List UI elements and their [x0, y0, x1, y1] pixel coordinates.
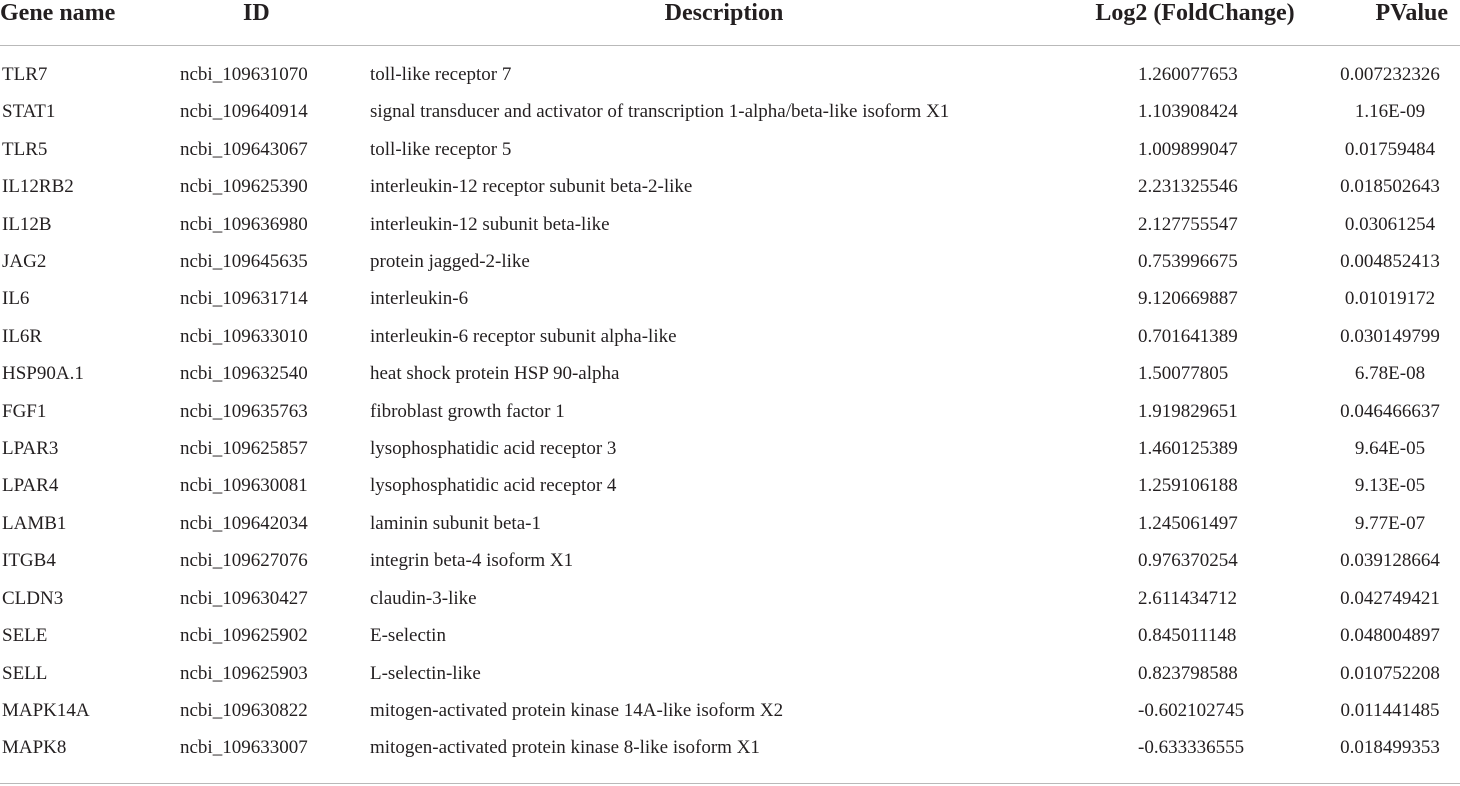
cell-pvalue: 0.007232326 [1340, 64, 1440, 85]
cell-gene-name: JAG2 [2, 251, 47, 273]
cell-id: ncbi_109633010 [180, 325, 308, 347]
table-header [0, 0, 1460, 45]
cell-description: interleukin-6 [370, 288, 469, 310]
cell-pvalue: 0.010752208 [1340, 662, 1440, 684]
cell-description: signal transducer and activator of transcription 1-alpha/beta-like isoform X1 [370, 101, 950, 123]
cell-description: interleukin-12 receptor subunit beta-2-like [370, 176, 693, 198]
cell-description: lysophosphatidic acid receptor 3 [370, 438, 617, 460]
cell-log2-foldchange: 1.245061497 [1138, 512, 1238, 534]
cell-description: mitogen-activated protein kinase 14A-like isoform X2 [370, 699, 784, 721]
cell-id: ncbi_109625857 [180, 438, 308, 460]
cell-id: ncbi_109642034 [180, 512, 308, 534]
cell-pvalue: 0.01019172 [1344, 288, 1436, 310]
cell-description: laminin subunit beta-1 [370, 512, 541, 534]
table-row [0, 131, 1460, 168]
cell-gene-name: TLR7 [2, 64, 48, 85]
cell-pvalue: 0.048004897 [1340, 625, 1440, 647]
table-row [0, 243, 1460, 280]
cell-gene-name: STAT1 [2, 101, 56, 123]
cell-pvalue: 0.030149799 [1340, 325, 1440, 347]
cell-pvalue: 0.004852413 [1340, 251, 1440, 273]
header-rule [0, 45, 1460, 46]
table-row [0, 206, 1460, 243]
cell-description: E-selectin [370, 625, 446, 647]
cell-log2-foldchange: 0.845011148 [1138, 625, 1237, 647]
header-gene-name: Gene name [0, 0, 116, 26]
cell-description: claudin-3-like [370, 587, 477, 609]
table-row [0, 93, 1460, 130]
table-row [0, 729, 1460, 766]
cell-log2-foldchange: 9.120669887 [1138, 288, 1238, 310]
cell-gene-name: MAPK8 [2, 737, 67, 759]
table-row [0, 45, 1460, 93]
cell-id: ncbi_109631714 [180, 288, 308, 310]
cell-log2-foldchange: 1.103908424 [1138, 101, 1238, 123]
cell-id: ncbi_109625390 [180, 176, 308, 198]
cell-log2-foldchange: 1.50077805 [1138, 363, 1229, 385]
cell-id: ncbi_109630081 [180, 475, 308, 497]
header-description: Description [664, 0, 784, 26]
cell-id: ncbi_109625902 [180, 625, 308, 647]
cell-log2-foldchange: -0.602102745 [1138, 699, 1245, 721]
table-row [0, 168, 1460, 205]
cell-pvalue: 9.77E-07 [1354, 512, 1426, 534]
cell-log2-foldchange: 0.701641389 [1138, 325, 1238, 347]
cell-id: ncbi_109643067 [180, 138, 308, 160]
table-row [0, 542, 1460, 579]
cell-description: L-selectin-like [370, 662, 481, 684]
cell-description: lysophosphatidic acid receptor 4 [370, 475, 617, 497]
cell-gene-name: IL6R [2, 325, 43, 347]
cell-id: ncbi_109627076 [180, 550, 308, 572]
cell-id: ncbi_109630822 [180, 699, 308, 721]
cell-gene-name: IL12RB2 [2, 176, 74, 198]
table-body [0, 45, 1460, 767]
header-row [0, 0, 1460, 45]
cell-log2-foldchange: 0.976370254 [1138, 550, 1238, 572]
table-row [0, 580, 1460, 617]
cell-id: ncbi_109636980 [180, 213, 308, 235]
cell-pvalue: 0.01759484 [1344, 138, 1436, 160]
cell-gene-name: TLR5 [2, 138, 48, 160]
cell-gene-name: IL6 [2, 288, 30, 310]
cell-description: heat shock protein HSP 90-alpha [370, 363, 620, 385]
table-row [0, 355, 1460, 392]
table-row [0, 655, 1460, 692]
cell-pvalue: 9.64E-05 [1354, 438, 1426, 460]
cell-id: ncbi_109625903 [180, 662, 308, 684]
cell-gene-name: SELE [2, 625, 48, 647]
header-pvalue: PValue [1375, 0, 1448, 26]
cell-pvalue: 0.042749421 [1340, 587, 1440, 609]
cell-description: integrin beta-4 isoform X1 [370, 550, 574, 572]
cell-pvalue: 0.018502643 [1340, 176, 1440, 198]
cell-gene-name: CLDN3 [2, 587, 64, 609]
table-row [0, 692, 1460, 729]
cell-description: interleukin-6 receptor subunit alpha-like [370, 325, 677, 347]
cell-gene-name: ITGB4 [2, 550, 56, 572]
cell-log2-foldchange: 0.823798588 [1138, 662, 1238, 684]
cell-description: fibroblast growth factor 1 [370, 400, 565, 422]
cell-gene-name: SELL [2, 662, 48, 684]
table-row [0, 393, 1460, 430]
cell-gene-name: HSP90A.1 [2, 363, 84, 385]
cell-log2-foldchange: 0.753996675 [1138, 251, 1238, 273]
cell-gene-name: LPAR3 [2, 438, 59, 460]
cell-gene-name: MAPK14A [2, 699, 90, 721]
header-id: ID [243, 0, 270, 26]
table-row [0, 430, 1460, 467]
cell-id: ncbi_109633007 [180, 737, 308, 759]
cell-log2-foldchange: 2.127755547 [1138, 213, 1238, 235]
cell-id: ncbi_109635763 [180, 400, 308, 422]
cell-log2-foldchange: -0.633336555 [1138, 737, 1245, 759]
cell-pvalue: 0.039128664 [1340, 550, 1440, 572]
cell-gene-name: LAMB1 [2, 512, 67, 534]
table-row [0, 318, 1460, 355]
cell-description: toll-like receptor 5 [370, 138, 512, 160]
cell-description: toll-like receptor 7 [370, 64, 512, 85]
cell-id: ncbi_109632540 [180, 363, 308, 385]
cell-log2-foldchange: 1.259106188 [1138, 475, 1238, 497]
cell-gene-name: LPAR4 [2, 475, 59, 497]
cell-log2-foldchange: 1.009899047 [1138, 138, 1238, 160]
cell-pvalue: 0.018499353 [1340, 737, 1440, 759]
header-log2-foldchange: Log2 (FoldChange) [1095, 0, 1295, 26]
cell-log2-foldchange: 1.260077653 [1138, 64, 1238, 85]
cell-id: ncbi_109640914 [180, 101, 308, 123]
cell-log2-foldchange: 2.611434712 [1138, 587, 1238, 609]
table-row [0, 505, 1460, 542]
cell-gene-name: FGF1 [2, 400, 47, 422]
cell-pvalue: 1.16E-09 [1354, 101, 1426, 123]
cell-pvalue: 9.13E-05 [1354, 475, 1426, 497]
table-row [0, 617, 1460, 654]
cell-id: ncbi_109631070 [180, 64, 308, 85]
cell-log2-foldchange: 1.460125389 [1138, 438, 1238, 460]
cell-id: ncbi_109645635 [180, 251, 308, 273]
cell-pvalue: 0.046466637 [1340, 400, 1440, 422]
cell-pvalue: 0.03061254 [1344, 213, 1436, 235]
cell-description: interleukin-12 subunit beta-like [370, 213, 610, 235]
cell-log2-foldchange: 1.919829651 [1138, 400, 1238, 422]
table-row [0, 467, 1460, 504]
cell-description: mitogen-activated protein kinase 8-like isoform X1 [370, 737, 760, 759]
cell-pvalue: 0.011441485 [1340, 699, 1440, 721]
cell-description: protein jagged-2-like [370, 251, 530, 273]
bottom-rule [0, 783, 1460, 784]
cell-id: ncbi_109630427 [180, 587, 308, 609]
cell-pvalue: 6.78E-08 [1354, 363, 1426, 385]
table-row [0, 280, 1460, 317]
cell-log2-foldchange: 2.231325546 [1138, 176, 1238, 198]
cell-gene-name: IL12B [2, 213, 52, 235]
